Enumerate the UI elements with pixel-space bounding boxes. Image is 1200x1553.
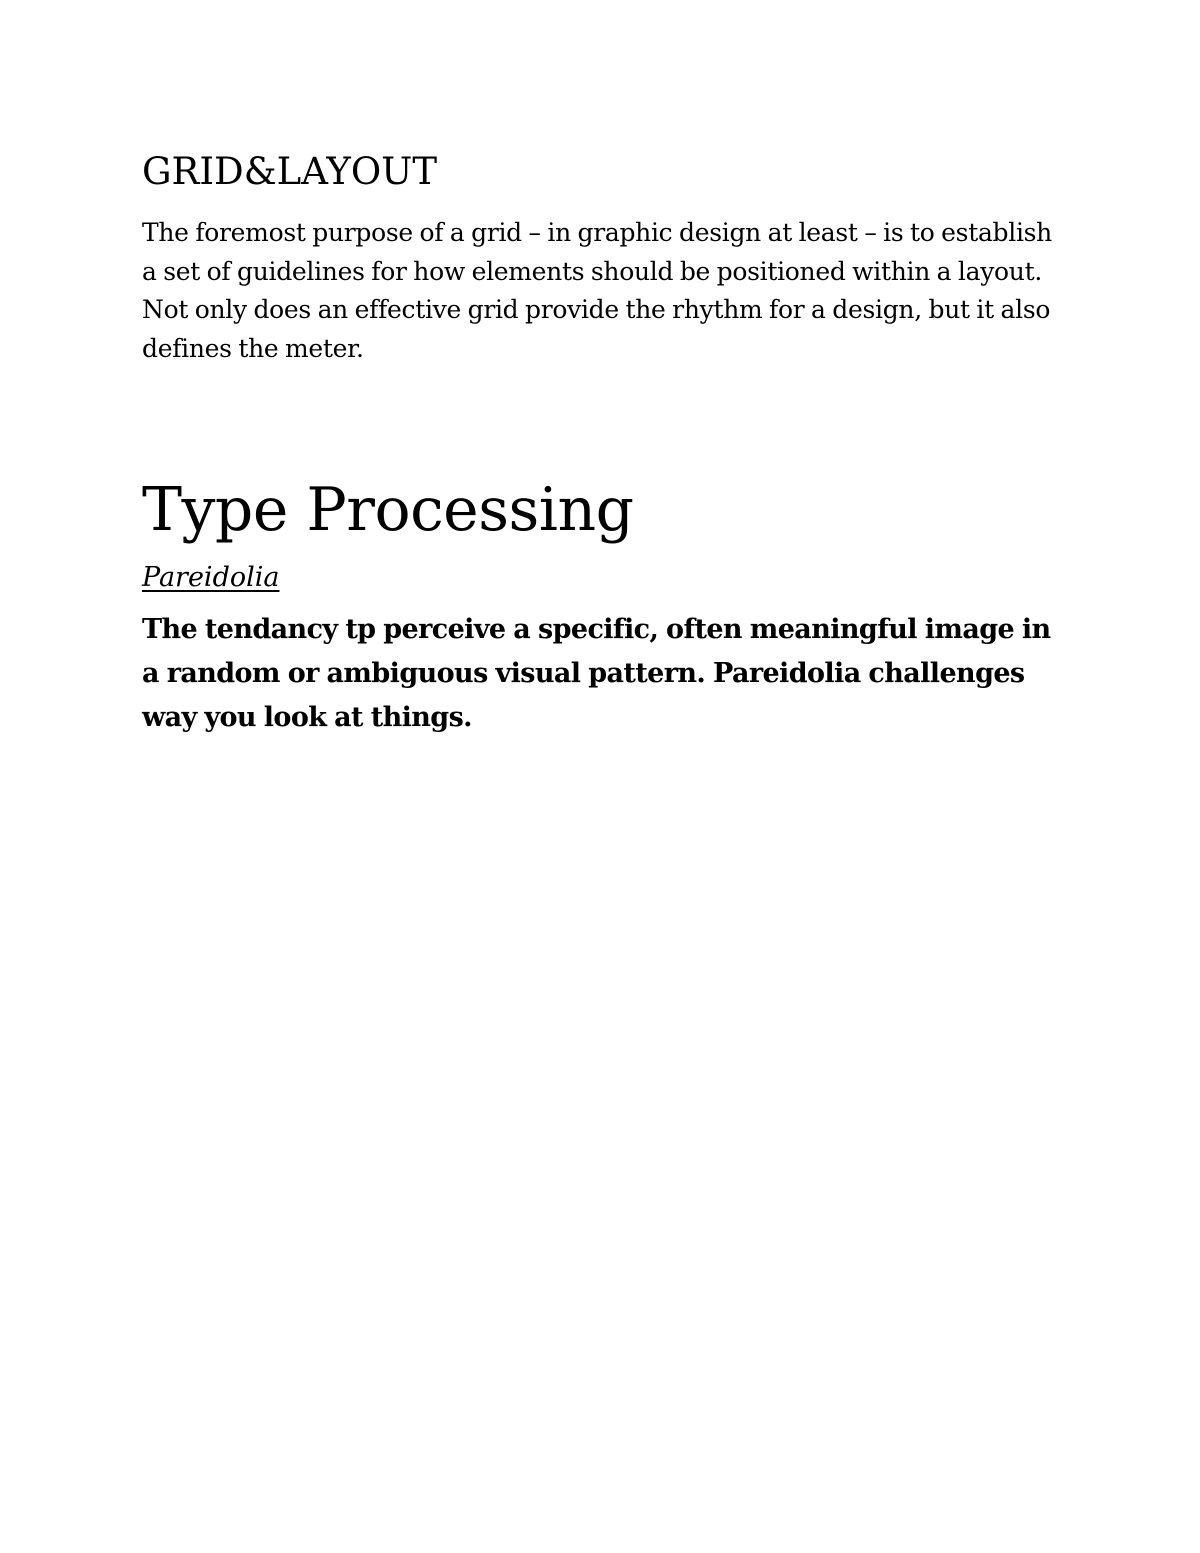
grid-layout-paragraph: The foremost purpose of a grid – in graphic design at least – is to establish a set of guidelines for how elements should be positioned within a layout. Not only does an effective grid provide the rhythm for a design, but it also defines the meter.: [142, 218, 1052, 363]
page-content: [142, 148, 1072, 740]
type-processing-title: Type Processing: [142, 475, 634, 545]
section-heading-grid-layout: GRID&LAYOUT: [142, 150, 438, 193]
pareidolia-subtitle: Pareidolia: [142, 562, 280, 593]
pareidolia-paragraph: The tendancy tp perceive a specific, often meaningful image in a random or ambiguous visual pattern. Pareidolia challenges way you look at things.: [142, 614, 1051, 733]
